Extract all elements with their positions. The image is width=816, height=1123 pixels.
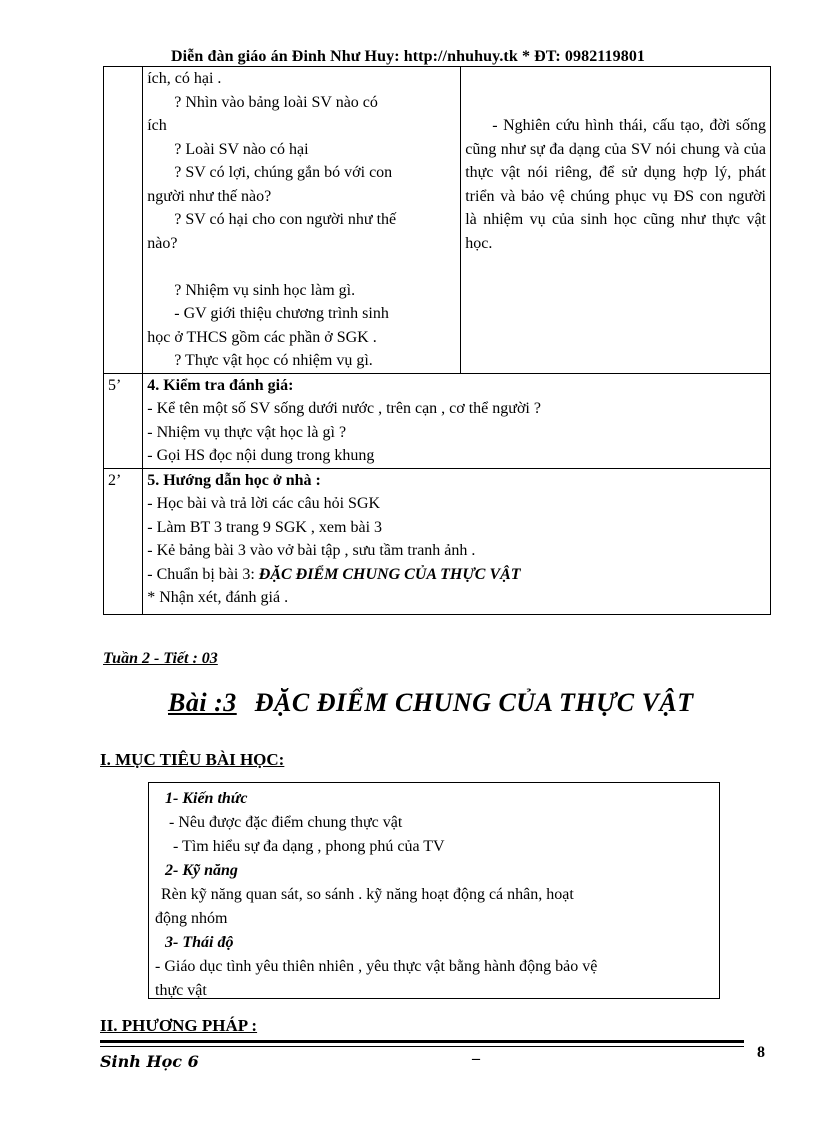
- footer-subject: Sinh Học 6: [100, 1052, 199, 1071]
- lesson-label: Bài :3: [168, 688, 237, 717]
- line: ? Loài SV nào có hại: [174, 140, 309, 158]
- prepare-title: ĐẶC ĐIỂM CHUNG CỦA THỰC VẬT: [258, 565, 521, 583]
- student-activity-cell: [461, 67, 771, 374]
- line: ? Nhìn vào bảng loài SV nào có: [174, 93, 378, 111]
- objective-item: động nhóm: [155, 910, 228, 927]
- section-methods-heading: II. PHƯƠNG PHÁP :: [100, 1016, 258, 1035]
- line: - Làm BT 3 trang 9 SGK , xem bài 3: [147, 518, 383, 536]
- objective-item: - Nêu được đặc điểm chung thực vật: [169, 814, 403, 831]
- blank-line: [147, 255, 456, 279]
- footer-divider: [100, 1040, 744, 1043]
- section-heading: 5. Hướng dẫn học ở nhà :: [147, 471, 321, 489]
- objective-heading: 3- Thái độ: [165, 934, 234, 951]
- time-cell: 5’: [104, 373, 143, 468]
- line: - Nhiệm vụ thực vật học là gì ?: [147, 423, 347, 441]
- line: người như thế nào?: [147, 187, 272, 205]
- line: - Kẻ bảng bài 3 vào vở bài tập , sưu tầm tranh ảnh .: [147, 542, 476, 559]
- conclusion-text: - Nghiên cứu hình thái, cấu tạo, đời sống cũng như sự đa dạng của SV nói chung và của thực vật nói riêng, để sử dụng hợp lý, phát triển và bảo vệ chúng phục vụ ĐS con người là nhiệm vụ của sinh học cũng như thực vật học.: [465, 117, 766, 252]
- line: - Học bài và trả lời các câu hỏi SGK: [147, 495, 381, 512]
- lesson-title: [168, 688, 694, 718]
- section-heading: 4. Kiểm tra đánh giá:: [147, 376, 294, 394]
- line: nào?: [147, 234, 178, 252]
- objective-item: - Giáo dục tình yêu thiên nhiên , yêu thực vật bằng hành động bảo vệ: [155, 958, 598, 975]
- objective-item: thực vật: [155, 982, 207, 999]
- objectives-box: [148, 782, 720, 999]
- line: - Kể tên một số SV sống dưới nước , trên cạn , cơ thể người ?: [147, 400, 541, 417]
- page-header: Diễn đàn giáo án Đinh Như Huy: http://nhuhuy.tk * ĐT: 0982119801: [170, 48, 646, 65]
- time-cell: [104, 67, 143, 374]
- lesson-table: [103, 66, 771, 615]
- objective-heading: 2- Kỹ năng: [165, 862, 238, 879]
- line: học ở THCS gồm các phần ở SGK .: [147, 328, 377, 346]
- line: * Nhận xét, đánh giá .: [147, 589, 289, 606]
- footer-dash: –: [472, 1050, 480, 1067]
- homework-cell: [143, 468, 771, 614]
- line: [147, 563, 766, 587]
- lesson-name: ĐẶC ĐIỂM CHUNG CỦA THỰC VẬT: [254, 688, 694, 717]
- table-row: [104, 468, 771, 614]
- line: - Gọi HS đọc nội dung trong khung: [147, 447, 375, 464]
- time-cell: 2’: [104, 468, 143, 614]
- page-number: 8: [757, 1044, 765, 1061]
- footer-divider-thin: [100, 1046, 744, 1047]
- section-objectives-heading: I. MỤC TIÊU BÀI HỌC:: [100, 750, 285, 769]
- line: ích, có hại .: [147, 70, 222, 87]
- objective-item: Rèn kỹ năng quan sát, so sánh . kỹ năng hoạt động cá nhân, hoạt: [161, 886, 574, 903]
- objective-item: - Tìm hiểu sự đa dạng , phong phú của TV: [173, 838, 445, 855]
- line: - GV giới thiệu chương trình sinh: [174, 305, 389, 322]
- line: ? SV có lợi, chúng gắn bó với con: [174, 164, 393, 181]
- assessment-cell: [143, 373, 771, 468]
- table-row: [104, 67, 771, 374]
- objective-heading: 1- Kiến thức: [165, 790, 248, 807]
- week-period-label: Tuần 2 - Tiết : 03: [103, 650, 218, 667]
- table-row: [104, 373, 771, 468]
- line: ích: [147, 117, 167, 134]
- teacher-activity-cell: [143, 67, 461, 374]
- prepare-prefix: - Chuẩn bị bài 3:: [147, 565, 259, 583]
- line: ? SV có hại cho con người như thế: [174, 211, 397, 228]
- line: ? Nhiệm vụ sinh học làm gì.: [174, 281, 356, 299]
- line: ? Thực vật học có nhiệm vụ gì.: [174, 352, 373, 369]
